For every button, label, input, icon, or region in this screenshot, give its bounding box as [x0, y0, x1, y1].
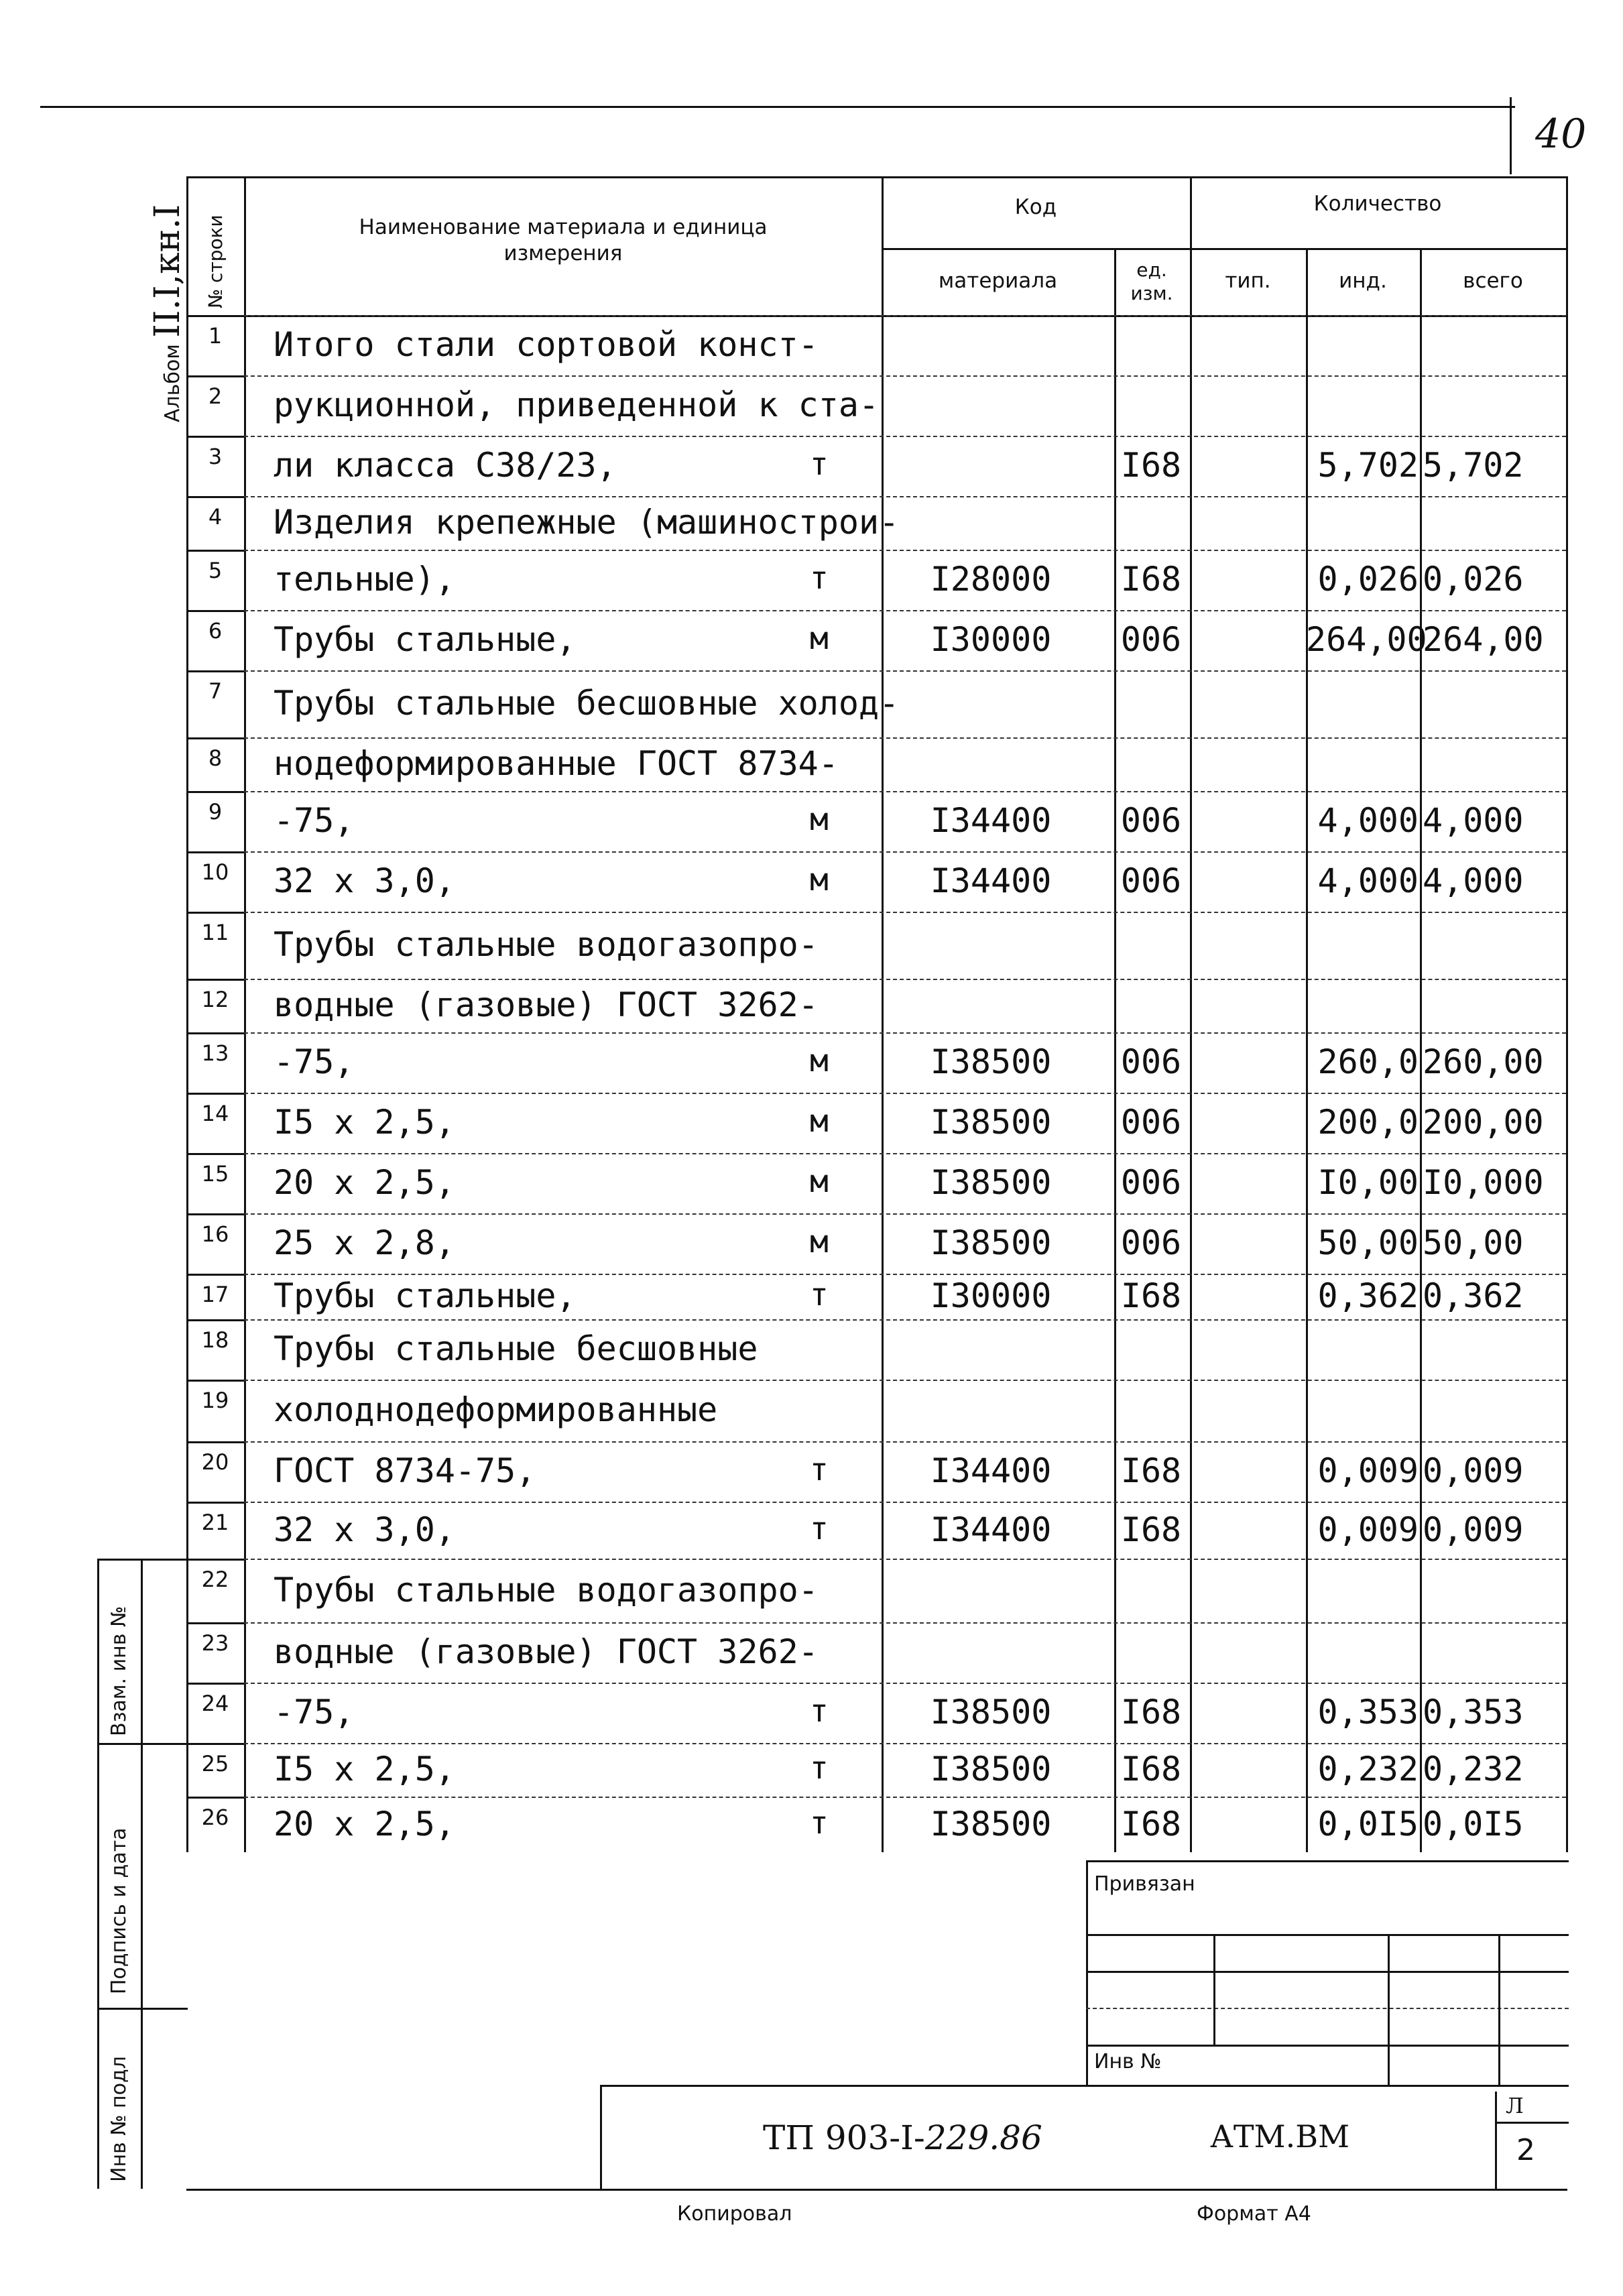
row-divider — [186, 670, 244, 672]
row-divider — [186, 496, 244, 498]
cell-n: 23 — [201, 1630, 229, 1656]
album-code: II.I,кн.I — [147, 204, 188, 338]
cell-tot: 0,009 — [1423, 1451, 1524, 1490]
name-divider — [882, 176, 884, 1852]
side-label-inv-podl: Инв № подл — [107, 2056, 131, 2182]
row-divider-dashed — [244, 1319, 1566, 1321]
cell-eiz: I68 — [1120, 1451, 1182, 1490]
cell-ind: 4,000 — [1317, 861, 1419, 900]
document-code: ТП 903-I-229.86 — [763, 2118, 1042, 2157]
document-code-handwritten: 229.86 — [924, 2118, 1042, 2157]
cell-n: 26 — [201, 1805, 229, 1830]
cell-eiz: I68 — [1120, 1276, 1182, 1315]
cell-name: ли класса С38/23, — [274, 446, 617, 485]
cell-ind: 0,232 — [1317, 1750, 1419, 1789]
row-divider — [186, 1319, 244, 1321]
cell-unit: т — [810, 446, 829, 482]
top-frame-line — [40, 106, 1515, 108]
cell-n: 8 — [208, 745, 223, 771]
cell-n: 14 — [201, 1101, 229, 1126]
footer-kopiroval: Копировал — [677, 2202, 792, 2226]
cell-name: рукционной, приведенной к ста- — [274, 385, 880, 424]
cell-eiz: I68 — [1120, 1750, 1182, 1789]
header-vsego: всего — [1463, 269, 1523, 293]
header-rownum: № строки — [204, 215, 227, 308]
cell-n: 24 — [201, 1691, 229, 1716]
header-ind: инд. — [1339, 269, 1387, 293]
side-label-podpis: Подпись и дата — [107, 1827, 131, 1994]
row-divider-dashed — [244, 550, 1566, 551]
row-divider-dashed — [244, 1743, 1566, 1744]
row-divider-dashed — [244, 791, 1566, 792]
cell-code: I34400 — [930, 1451, 1052, 1490]
cell-ind: 264,00 — [1306, 620, 1427, 659]
row-divider-dashed — [244, 496, 1566, 497]
sheet-box-left — [1495, 2092, 1497, 2189]
cell-unit: т — [810, 1451, 829, 1488]
kod-divider — [1190, 176, 1192, 1852]
row-divider — [186, 1153, 244, 1155]
cell-unit: м — [810, 861, 829, 898]
cell-tot: 0,362 — [1423, 1276, 1524, 1315]
cell-name: 20 х 2,5, — [274, 1163, 455, 1202]
row-divider-dashed — [244, 315, 1566, 316]
stamp-col-2 — [1388, 1934, 1390, 2085]
header-mid-line — [882, 248, 1567, 250]
cell-unit: м — [810, 1163, 829, 1199]
side-label-vzam: Взам. инв № — [107, 1606, 131, 1736]
title-block-top — [600, 2085, 1569, 2087]
cell-eiz: 006 — [1120, 1163, 1182, 1202]
header-material: материала — [938, 269, 1058, 293]
title-block-left — [600, 2085, 602, 2189]
cell-code: I38500 — [930, 1223, 1052, 1262]
stamp-top-line — [1086, 1860, 1569, 1862]
cell-ind: 50,00 — [1317, 1223, 1419, 1262]
cell-ind: I0,00 — [1317, 1163, 1419, 1202]
cell-n: 11 — [201, 920, 229, 945]
sheet-label: Л — [1506, 2093, 1524, 2118]
cell-name: Трубы стальные водогазопро- — [274, 1570, 819, 1610]
row-divider-dashed — [244, 1441, 1566, 1443]
cell-tot: 200,00 — [1423, 1103, 1544, 1142]
cell-ind: 4,000 — [1317, 801, 1419, 840]
document-suffix: АТМ.ВМ — [1210, 2118, 1350, 2155]
cell-eiz: I68 — [1120, 1510, 1182, 1549]
row-divider — [186, 1683, 244, 1685]
row-divider — [186, 979, 244, 981]
row-divider — [186, 1797, 244, 1799]
cell-name: тельные), — [274, 560, 455, 599]
cell-n: 6 — [208, 618, 223, 644]
cell-name: 20 х 2,5, — [274, 1804, 455, 1844]
cell-eiz: I68 — [1120, 1693, 1182, 1732]
row-divider-dashed — [244, 1213, 1566, 1215]
cell-unit: м — [810, 1042, 829, 1079]
cell-eiz: 006 — [1120, 620, 1182, 659]
cell-n: 4 — [208, 504, 223, 530]
cell-name: 25 х 2,8, — [274, 1223, 455, 1262]
cell-eiz: I68 — [1120, 560, 1182, 599]
header-top-line — [186, 176, 1567, 178]
cell-name: водные (газовые) ГОСТ 3262- — [274, 1632, 819, 1671]
cell-tot: 0,232 — [1423, 1750, 1524, 1789]
cell-unit: т — [810, 1750, 829, 1786]
sheet-box-mid — [1495, 2122, 1569, 2124]
cell-unit: т — [810, 1276, 829, 1313]
table-left-border — [186, 176, 188, 1852]
cell-n: 25 — [201, 1751, 229, 1776]
row-divider — [186, 436, 244, 438]
table-right-border — [1566, 176, 1568, 1852]
row-divider — [186, 375, 244, 377]
cell-code: I38500 — [930, 1750, 1052, 1789]
cell-unit: м — [810, 801, 829, 837]
cell-n: 15 — [201, 1161, 229, 1187]
cell-n: 10 — [201, 859, 229, 885]
cell-name: -75, — [274, 801, 355, 840]
row-divider — [186, 1093, 244, 1095]
cell-eiz: 006 — [1120, 1103, 1182, 1142]
cell-n: 9 — [208, 799, 223, 825]
sheet-number: 2 — [1516, 2133, 1535, 2167]
cell-name: водные (газовые) ГОСТ 3262- — [274, 985, 819, 1024]
cell-n: 18 — [201, 1327, 229, 1353]
stamp-line-2 — [1086, 1934, 1569, 1936]
cell-code: I34400 — [930, 801, 1052, 840]
cell-ind: 5,702 — [1317, 446, 1419, 485]
stamp-line-5 — [1086, 2045, 1569, 2047]
cell-ind: 0,353 — [1317, 1693, 1419, 1732]
cell-tot: 0,353 — [1423, 1693, 1524, 1732]
cell-unit: т — [810, 1693, 829, 1729]
ind-divider — [1420, 248, 1422, 1852]
cell-n: 12 — [201, 987, 229, 1012]
side-stamp-sep2 — [97, 2008, 188, 2010]
row-divider — [186, 1380, 244, 1382]
row-divider — [186, 1502, 244, 1504]
cell-name: Трубы стальные, — [274, 620, 577, 659]
cell-unit: м — [810, 1223, 829, 1260]
cell-code: I38500 — [930, 1163, 1052, 1202]
header-name: Наименование материала и единица измерения — [359, 215, 768, 265]
cell-code: I34400 — [930, 1510, 1052, 1549]
cell-name: Итого стали сортовой конст- — [274, 325, 819, 364]
cell-name: нодеформированные ГОСТ 8734- — [274, 744, 839, 783]
row-divider-dashed — [244, 1797, 1566, 1798]
row-divider-dashed — [244, 737, 1566, 739]
row-divider — [186, 1743, 244, 1745]
cell-ind: 260,0 — [1317, 1042, 1419, 1081]
cell-eiz: 006 — [1120, 1042, 1182, 1081]
cell-tot: 50,00 — [1423, 1223, 1524, 1262]
row-divider-dashed — [244, 1622, 1566, 1624]
cell-name: 32 х 3,0, — [274, 1510, 455, 1549]
cell-ind: 0,0I5 — [1317, 1804, 1419, 1844]
cell-name: I5 х 2,5, — [274, 1103, 455, 1142]
cell-code: I38500 — [930, 1693, 1052, 1732]
cell-eiz: 006 — [1120, 801, 1182, 840]
cell-unit: т — [810, 560, 829, 596]
row-divider — [186, 1441, 244, 1443]
page-number-box-line — [1510, 97, 1512, 174]
row-divider — [186, 851, 244, 853]
cell-n: 19 — [201, 1388, 229, 1413]
cell-name: Трубы стальные бесшовные холод- — [274, 684, 900, 723]
rownum-divider — [244, 176, 246, 1852]
cell-name: -75, — [274, 1693, 355, 1732]
cell-eiz: I68 — [1120, 446, 1182, 485]
cell-name: холоднодеформированные — [274, 1390, 718, 1429]
row-divider-dashed — [244, 1153, 1566, 1154]
cell-tot: I0,000 — [1423, 1163, 1544, 1202]
stamp-line-4 — [1086, 2008, 1569, 2009]
row-divider-dashed — [244, 1683, 1566, 1684]
row-divider — [186, 791, 244, 793]
row-divider-dashed — [244, 851, 1566, 853]
row-divider-dashed — [244, 1502, 1566, 1503]
row-divider-dashed — [244, 1380, 1566, 1381]
row-divider-dashed — [244, 436, 1566, 437]
cell-n: 2 — [208, 383, 223, 409]
side-stamp-sep1 — [97, 1743, 188, 1745]
cell-name: I5 х 2,5, — [274, 1750, 455, 1789]
row-divider — [186, 550, 244, 552]
row-divider-dashed — [244, 610, 1566, 611]
row-divider-dashed — [244, 375, 1566, 377]
cell-ind: 0,362 — [1317, 1276, 1419, 1315]
cell-unit: т — [810, 1510, 829, 1547]
side-stamp-left — [97, 1559, 99, 2189]
cell-name: Трубы стальные водогазопро- — [274, 925, 819, 964]
cell-eiz: I68 — [1120, 1804, 1182, 1844]
cell-tot: 264,00 — [1423, 620, 1544, 659]
cell-eiz: 006 — [1120, 861, 1182, 900]
cell-code: I30000 — [930, 620, 1052, 659]
stamp-col-3 — [1498, 1934, 1500, 2085]
cell-n: 22 — [201, 1567, 229, 1592]
header-kod: Код — [1014, 195, 1057, 219]
cell-tot: 4,000 — [1423, 861, 1524, 900]
cell-code: I34400 — [930, 861, 1052, 900]
page-number: 40 — [1535, 111, 1587, 158]
row-divider-dashed — [244, 979, 1566, 980]
row-divider — [186, 610, 244, 612]
cell-ind: 200,0 — [1317, 1103, 1419, 1142]
cell-code: I30000 — [930, 1276, 1052, 1315]
cell-code: I28000 — [930, 560, 1052, 599]
cell-unit: м — [810, 620, 829, 656]
cell-code: I38500 — [930, 1804, 1052, 1844]
cell-n: 7 — [208, 678, 223, 704]
header-ed-izm: ед. изм. — [1130, 259, 1173, 304]
row-divider — [186, 1622, 244, 1624]
side-stamp-top — [97, 1559, 188, 1561]
footer-format: Формат А4 — [1197, 2202, 1311, 2226]
cell-name: Изделия крепежные (машинострои- — [274, 503, 900, 542]
row-divider — [186, 912, 244, 914]
cell-unit: м — [810, 1103, 829, 1139]
cell-name: -75, — [274, 1042, 355, 1081]
cell-n: 1 — [208, 323, 223, 349]
row-divider — [186, 1559, 244, 1561]
cell-name: ГОСТ 8734-75, — [274, 1451, 536, 1490]
row-divider-dashed — [244, 1032, 1566, 1034]
cell-code: I38500 — [930, 1103, 1052, 1142]
header-tip: тип. — [1225, 269, 1271, 293]
stamp-col-1 — [1213, 1934, 1215, 2045]
cell-unit: т — [810, 1804, 829, 1841]
bottom-frame-line — [186, 2189, 1567, 2191]
row-divider — [186, 1032, 244, 1034]
cell-n: 3 — [208, 444, 223, 469]
cell-name: 32 х 3,0, — [274, 861, 455, 900]
cell-n: 5 — [208, 558, 223, 583]
cell-n: 20 — [201, 1449, 229, 1475]
cell-tot: 5,702 — [1423, 446, 1524, 485]
cell-tot: 260,00 — [1423, 1042, 1544, 1081]
cell-name: Трубы стальные, — [274, 1276, 577, 1315]
cell-name: Трубы стальные бесшовные — [274, 1329, 758, 1368]
cell-tot: 0,009 — [1423, 1510, 1524, 1549]
cell-tot: 0,0I5 — [1423, 1804, 1524, 1844]
row-divider-dashed — [244, 1093, 1566, 1094]
stamp-inv-no: Инв № — [1094, 2050, 1162, 2073]
cell-n: 16 — [201, 1221, 229, 1247]
cell-ind: 0,009 — [1317, 1451, 1419, 1490]
album-label: Альбом II.I,кн.I — [147, 204, 188, 422]
cell-ind: 0,026 — [1317, 560, 1419, 599]
stamp-privyazan: Привязан — [1094, 1872, 1195, 1896]
cell-tot: 4,000 — [1423, 801, 1524, 840]
row-divider-dashed — [244, 1559, 1566, 1560]
cell-n: 17 — [201, 1282, 229, 1307]
side-stamp-mid — [141, 1559, 143, 2189]
cell-n: 21 — [201, 1510, 229, 1535]
row-divider — [186, 315, 244, 317]
cell-tot: 0,026 — [1423, 560, 1524, 599]
cell-eiz: 006 — [1120, 1223, 1182, 1262]
row-divider-dashed — [244, 670, 1566, 672]
row-divider-dashed — [244, 912, 1566, 913]
stamp-line-3 — [1086, 1971, 1569, 1973]
header-kolichestvo: Количество — [1313, 192, 1442, 216]
row-divider — [186, 1274, 244, 1276]
row-divider — [186, 737, 244, 739]
row-divider-dashed — [244, 1274, 1566, 1275]
cell-n: 13 — [201, 1040, 229, 1066]
cell-ind: 0,009 — [1317, 1510, 1419, 1549]
row-divider — [186, 1213, 244, 1215]
cell-code: I38500 — [930, 1042, 1052, 1081]
